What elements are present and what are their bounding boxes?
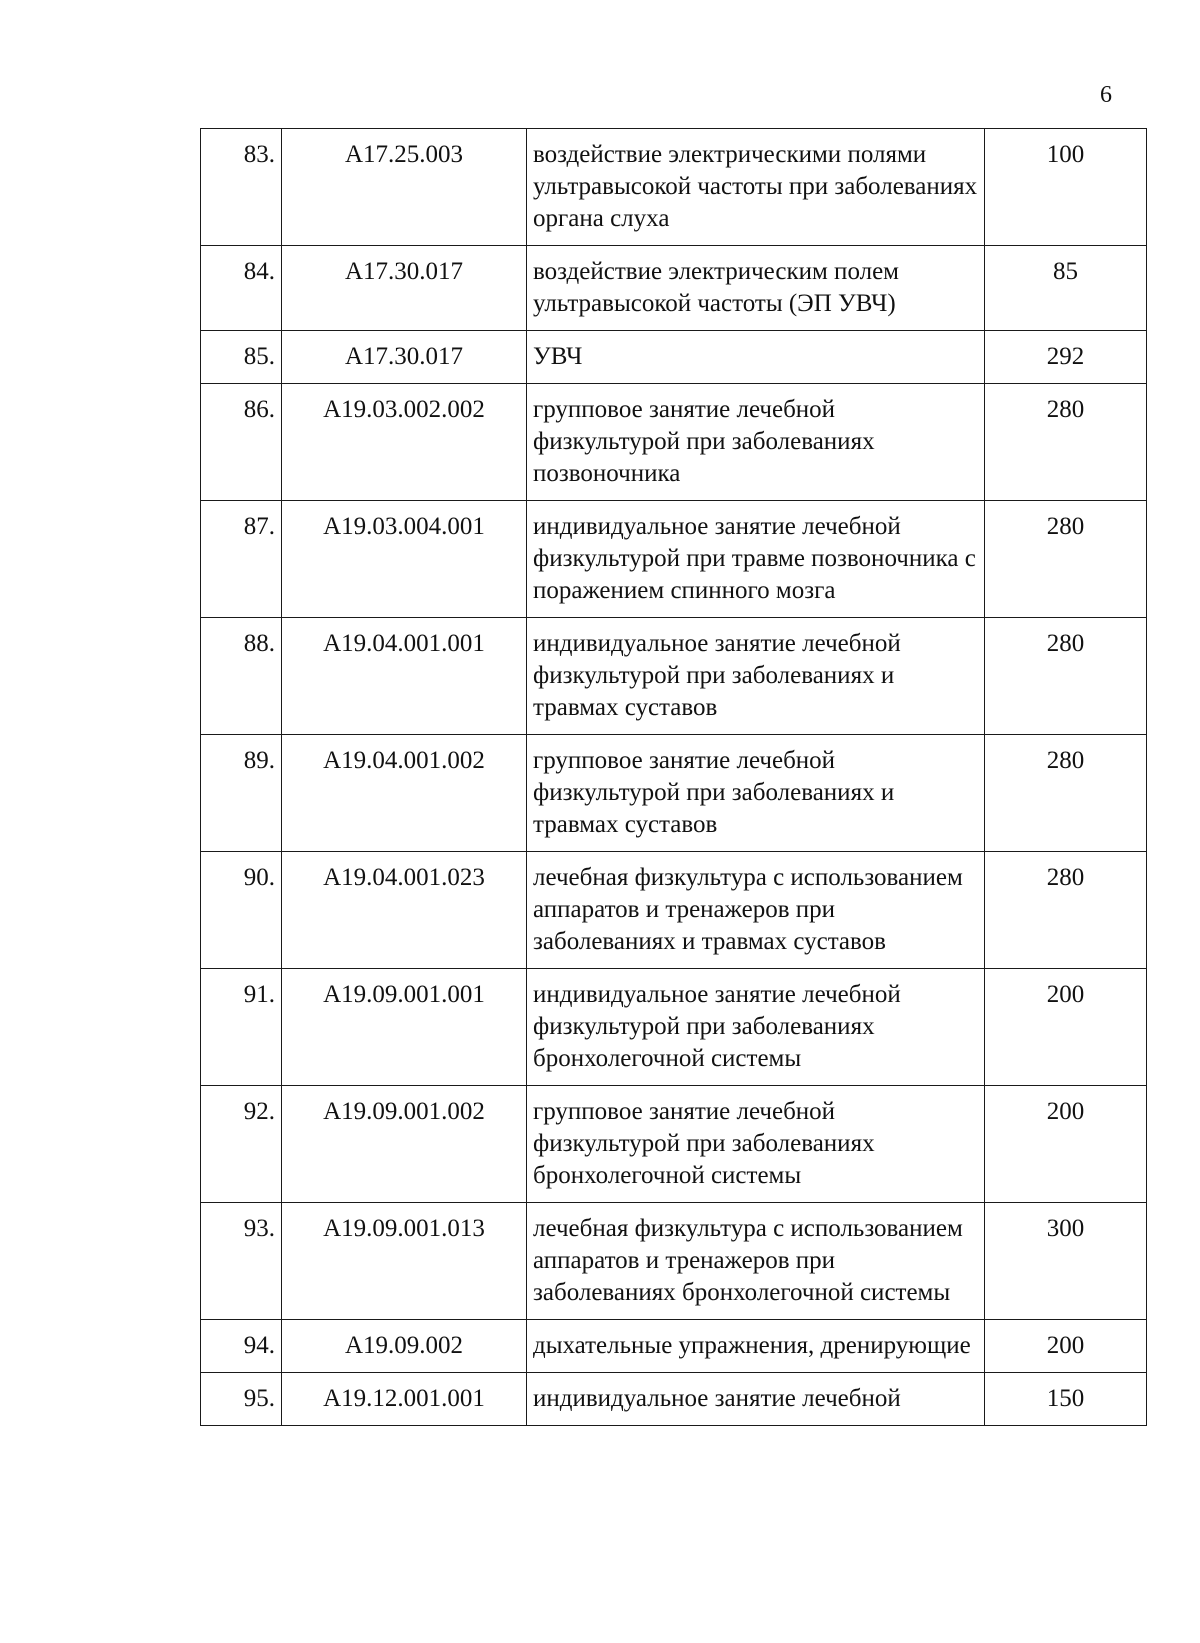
row-number: 90. (201, 852, 282, 969)
service-description: групповое занятие лечебной физкультурой при заболеваниях и травмах суставов (527, 735, 985, 852)
service-price: 300 (985, 1203, 1147, 1320)
service-code: A19.03.002.002 (282, 384, 527, 501)
table-body (201, 129, 1147, 1426)
service-price: 280 (985, 384, 1147, 501)
service-price: 200 (985, 1320, 1147, 1373)
service-code: A19.04.001.001 (282, 618, 527, 735)
table-row (201, 1086, 1147, 1203)
row-number: 94. (201, 1320, 282, 1373)
table-row (201, 331, 1147, 384)
service-price: 200 (985, 1086, 1147, 1203)
service-price: 200 (985, 969, 1147, 1086)
service-price: 150 (985, 1373, 1147, 1426)
service-description: воздействие электрическими полями ультравысокой частоты при заболеваниях органа слуха (527, 129, 985, 246)
service-code: A19.09.002 (282, 1320, 527, 1373)
table-row (201, 384, 1147, 501)
table-row (201, 969, 1147, 1086)
service-code: A17.30.017 (282, 331, 527, 384)
service-description: дыхательные упражнения, дренирующие (527, 1320, 985, 1373)
service-description: лечебная физкультура с использованием аппаратов и тренажеров при заболеваниях и травмах суставов (527, 852, 985, 969)
service-description: групповое занятие лечебной физкультурой при заболеваниях бронхолегочной системы (527, 1086, 985, 1203)
row-number: 95. (201, 1373, 282, 1426)
service-description: УВЧ (527, 331, 985, 384)
service-price: 292 (985, 331, 1147, 384)
service-price: 100 (985, 129, 1147, 246)
service-code: A19.09.001.001 (282, 969, 527, 1086)
service-description: индивидуальное занятие лечебной (527, 1373, 985, 1426)
row-number: 93. (201, 1203, 282, 1320)
service-price: 280 (985, 501, 1147, 618)
table-row (201, 1203, 1147, 1320)
service-description: индивидуальное занятие лечебной физкультурой при заболеваниях и травмах суставов (527, 618, 985, 735)
service-description: воздействие электрическим полем ультравысокой частоты (ЭП УВЧ) (527, 246, 985, 331)
service-description: групповое занятие лечебной физкультурой при заболеваниях позвоночника (527, 384, 985, 501)
table-row (201, 129, 1147, 246)
service-code: A17.30.017 (282, 246, 527, 331)
row-number: 92. (201, 1086, 282, 1203)
service-description: лечебная физкультура с использованием аппаратов и тренажеров при заболеваниях бронхолегочной системы (527, 1203, 985, 1320)
table-row (201, 501, 1147, 618)
row-number: 89. (201, 735, 282, 852)
row-number: 83. (201, 129, 282, 246)
service-code: A17.25.003 (282, 129, 527, 246)
table-row (201, 1320, 1147, 1373)
page-number: 6 (1100, 82, 1112, 108)
row-number: 86. (201, 384, 282, 501)
row-number: 87. (201, 501, 282, 618)
table-row (201, 618, 1147, 735)
service-code: A19.09.001.002 (282, 1086, 527, 1203)
table-row (201, 852, 1147, 969)
row-number: 84. (201, 246, 282, 331)
service-code: A19.04.001.023 (282, 852, 527, 969)
service-price: 280 (985, 735, 1147, 852)
service-code: A19.09.001.013 (282, 1203, 527, 1320)
row-number: 91. (201, 969, 282, 1086)
service-price: 85 (985, 246, 1147, 331)
service-code: A19.03.004.001 (282, 501, 527, 618)
table-row (201, 246, 1147, 331)
service-code: A19.04.001.002 (282, 735, 527, 852)
service-code: A19.12.001.001 (282, 1373, 527, 1426)
table-row (201, 735, 1147, 852)
service-description: индивидуальное занятие лечебной физкультурой при заболеваниях бронхолегочной системы (527, 969, 985, 1086)
service-price: 280 (985, 852, 1147, 969)
row-number: 85. (201, 331, 282, 384)
service-price: 280 (985, 618, 1147, 735)
table-row (201, 1373, 1147, 1426)
service-description: индивидуальное занятие лечебной физкультурой при травме позвоночника с поражением спинного мозга (527, 501, 985, 618)
services-price-table (200, 128, 1147, 1426)
row-number: 88. (201, 618, 282, 735)
